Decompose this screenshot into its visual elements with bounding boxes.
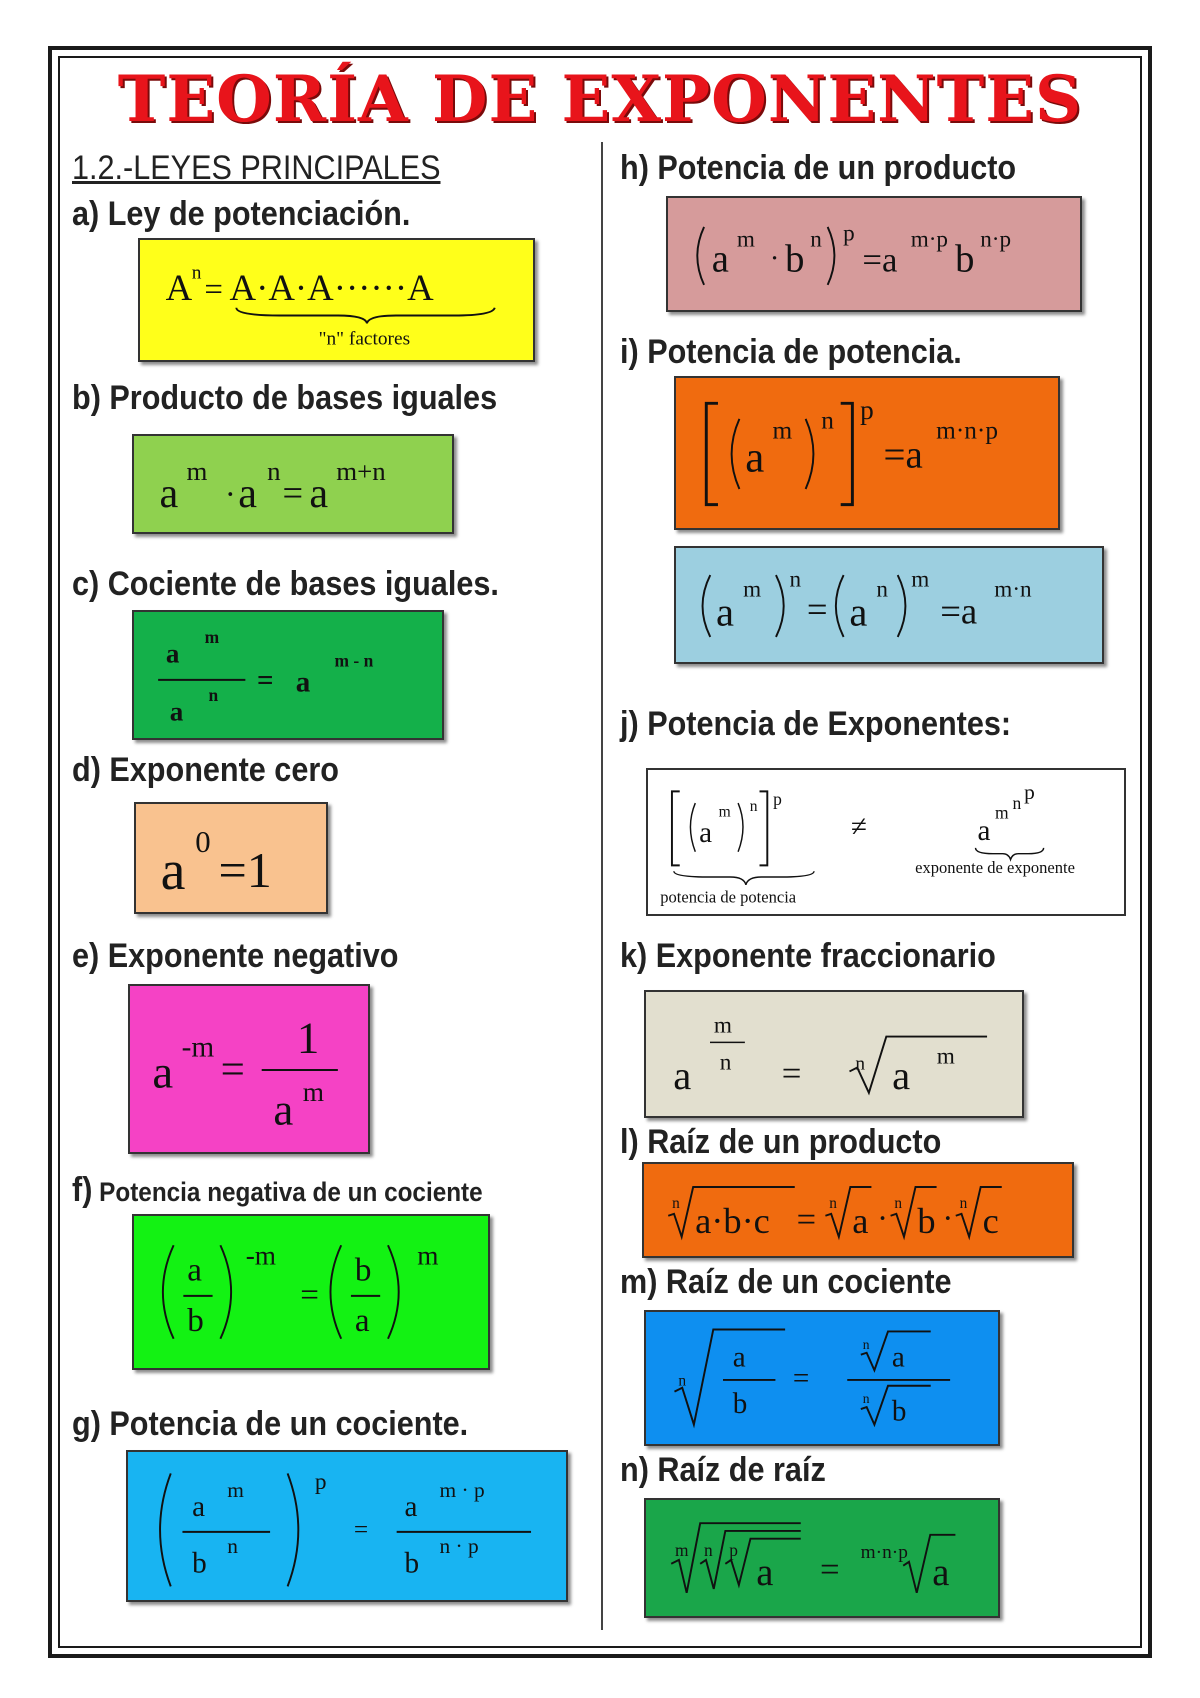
svg-text:n: n (959, 1195, 968, 1213)
svg-text:-m: -m (181, 1031, 215, 1064)
law-j-note-left: potencia de potencia (660, 887, 797, 907)
svg-text:a: a (160, 839, 186, 902)
svg-text:m: m (911, 566, 930, 593)
svg-text:≠: ≠ (850, 811, 867, 844)
svg-text:a: a (187, 1251, 202, 1289)
law-e-formula (130, 986, 368, 1152)
column-divider (601, 142, 603, 1630)
svg-text:m: m (204, 627, 220, 648)
svg-text:p: p (729, 1540, 738, 1561)
svg-text:m: m (994, 802, 1009, 823)
law-m-formula (646, 1312, 998, 1444)
svg-text:a: a (932, 1552, 950, 1595)
svg-text:m: m (743, 576, 762, 603)
law-j-formula (648, 770, 1124, 914)
law-f-prefix: f) (72, 1171, 93, 1209)
svg-text:n: n (749, 797, 758, 815)
svg-text:b: b (732, 1387, 748, 1420)
svg-text:n: n (862, 1336, 870, 1352)
svg-text:a: a (159, 470, 179, 518)
svg-text:b: b (404, 1547, 420, 1580)
svg-text:a: a (745, 434, 765, 482)
law-i-formula (676, 378, 1058, 528)
svg-text:a: a (309, 470, 329, 518)
section-heading: 1.2.-LEYES PRINCIPALES (72, 149, 441, 187)
svg-text:a: a (699, 817, 713, 849)
law-a-formula (140, 240, 533, 360)
svg-text:=: = (353, 1515, 369, 1544)
law-i-formula-box (674, 376, 1060, 530)
law-f-formula-box (132, 1214, 490, 1370)
svg-text:n: n (894, 1195, 903, 1213)
law-c-formula-box (132, 610, 444, 740)
svg-text:b: b (955, 238, 975, 281)
law-l-heading: l) Raíz de un producto (620, 1123, 942, 1161)
law-f-label: Potencia negativa de un cociente (99, 1177, 483, 1207)
law-a-heading: a) Ley de potenciación. (72, 195, 411, 233)
svg-text:m: m (227, 1477, 244, 1502)
svg-text:m·p: m·p (910, 226, 949, 253)
svg-text:a: a (756, 1552, 774, 1595)
law-j-note-right: exponente de exponente (915, 858, 1075, 878)
svg-text:·: · (224, 477, 236, 514)
law-g-formula (128, 1452, 566, 1600)
svg-text:b: b (192, 1547, 207, 1580)
svg-text:n: n (191, 262, 202, 284)
law-k-heading: k) Exponente fraccionario (620, 937, 996, 975)
law-m-heading: m) Raíz de un cociente (620, 1263, 952, 1301)
law-j-formula-box (646, 768, 1126, 916)
svg-text:n: n (821, 406, 834, 435)
svg-text:a: a (891, 1341, 905, 1374)
svg-text:a: a (711, 238, 729, 281)
svg-text:=: = (256, 664, 274, 697)
law-k-formula-box (644, 990, 1024, 1118)
svg-text:n: n (704, 1540, 713, 1561)
law-c-formula (134, 612, 442, 738)
svg-text:=: = (781, 1054, 802, 1093)
svg-text:a: a (732, 1341, 746, 1374)
svg-text:a: a (152, 1046, 174, 1099)
law-f-heading (72, 1170, 483, 1212)
svg-text:m·n: m·n (994, 576, 1032, 603)
svg-text:a: a (977, 815, 991, 848)
law-d-formula (136, 804, 326, 912)
page-title: TEORÍA DE EXPONENTES (117, 62, 1083, 137)
svg-text:a: a (295, 666, 311, 699)
svg-text:a: a (404, 1491, 418, 1524)
law-d-formula-box (134, 802, 328, 914)
svg-text:=1: =1 (218, 841, 272, 898)
svg-text:=: = (792, 1362, 810, 1395)
law-l-formula-box (642, 1162, 1074, 1258)
svg-text:·: · (942, 1201, 954, 1238)
svg-text:n: n (227, 1534, 238, 1559)
svg-text:·: · (769, 242, 780, 275)
svg-text:=: = (796, 1201, 817, 1240)
law-h-formula (668, 198, 1080, 310)
svg-text:b: b (785, 238, 805, 281)
law-m-formula-box (644, 1310, 1000, 1446)
law-h-heading: h) Potencia de un producto (620, 149, 1017, 187)
law-j-heading: j) Potencia de Exponentes: (620, 705, 1012, 743)
svg-text:·: · (877, 1201, 889, 1238)
svg-text:1: 1 (296, 1012, 320, 1063)
svg-text:n: n (829, 1195, 837, 1213)
svg-text:n: n (789, 566, 802, 593)
svg-text:a: a (169, 696, 184, 727)
svg-text:A: A (165, 267, 193, 308)
svg-text:p: p (1024, 780, 1035, 805)
svg-text:a: a (273, 1084, 294, 1135)
svg-text:a: a (165, 638, 180, 669)
law-i-heading: i) Potencia de potencia. (620, 333, 962, 371)
svg-text:a: a (849, 589, 868, 635)
law-n-heading: n) Raíz de raíz (620, 1451, 826, 1489)
svg-text:p: p (843, 220, 855, 247)
svg-text:m: m (675, 1540, 689, 1561)
svg-text:n: n (719, 1049, 732, 1076)
svg-text:m+n: m+n (336, 456, 386, 487)
svg-text:a·b·c: a·b·c (695, 1201, 770, 1241)
svg-text:=a: =a (862, 240, 898, 280)
svg-text:n·p: n·p (980, 226, 1012, 253)
svg-text:m - n: m - n (334, 650, 374, 671)
svg-text:a: a (673, 1052, 692, 1098)
svg-text:m: m (302, 1077, 324, 1108)
svg-text:n: n (208, 685, 219, 706)
svg-text:a: a (852, 1201, 869, 1241)
svg-text:a: a (354, 1301, 370, 1339)
svg-text:n: n (672, 1195, 680, 1213)
svg-text:b: b (187, 1301, 204, 1339)
law-f-formula (134, 1216, 488, 1368)
svg-text:=: = (820, 1550, 840, 1590)
svg-text:n: n (267, 456, 281, 487)
svg-text:=: = (220, 1046, 245, 1094)
law-b-formula (134, 436, 452, 532)
svg-text:m: m (736, 226, 755, 253)
svg-text:b: b (917, 1201, 936, 1241)
svg-text:p: p (860, 394, 874, 425)
svg-text:=: = (300, 1276, 319, 1314)
law-n-formula (646, 1500, 998, 1616)
svg-text:m · p: m · p (439, 1477, 485, 1502)
svg-text:=a: =a (883, 433, 923, 477)
law-i-formula-box-2 (674, 546, 1104, 664)
svg-text:a: a (238, 470, 258, 518)
svg-text:A·A·A······A: A·A·A······A (229, 267, 434, 308)
svg-text:a: a (892, 1052, 911, 1098)
svg-text:a: a (192, 1491, 206, 1524)
svg-text:=: = (282, 472, 304, 514)
law-n-formula-box (644, 1498, 1000, 1618)
law-g-heading: g) Potencia de un cociente. (72, 1405, 469, 1443)
svg-text:a: a (716, 589, 735, 635)
svg-text:n: n (810, 226, 822, 253)
svg-text:=: = (204, 272, 223, 308)
svg-text:n: n (862, 1391, 870, 1407)
law-g-formula-box (126, 1450, 568, 1602)
law-c-heading: c) Cociente de bases iguales. (72, 565, 499, 603)
svg-text:m: m (718, 803, 731, 821)
svg-text:b: b (354, 1251, 372, 1289)
svg-text:m·n·p: m·n·p (860, 1542, 908, 1563)
law-a-formula-box (138, 238, 535, 362)
law-b-heading: b) Producto de bases iguales (72, 379, 498, 417)
law-b-formula-box (132, 434, 454, 534)
svg-text:n · p: n · p (439, 1534, 479, 1559)
law-h-formula-box (666, 196, 1082, 312)
svg-text:n: n (678, 1372, 687, 1390)
law-e-heading: e) Exponente negativo (72, 937, 399, 975)
law-e-formula-box (128, 984, 370, 1154)
law-i-formula-2 (676, 548, 1102, 662)
svg-text:=: = (806, 588, 828, 630)
svg-text:n: n (876, 576, 889, 603)
svg-text:m: m (936, 1043, 955, 1070)
law-l-formula (644, 1164, 1072, 1256)
svg-text:n: n (855, 1053, 865, 1075)
svg-text:b: b (891, 1395, 907, 1428)
svg-text:=a: =a (940, 590, 978, 632)
svg-text:n: n (1012, 792, 1022, 813)
svg-text:p: p (773, 789, 782, 810)
svg-text:-m: -m (245, 1240, 277, 1271)
svg-text:m: m (772, 416, 793, 445)
svg-text:m·n·p: m·n·p (936, 416, 999, 445)
svg-text:0: 0 (195, 825, 211, 860)
law-d-heading: d) Exponente cero (72, 751, 339, 789)
svg-text:m: m (713, 1012, 732, 1039)
law-a-note: "n" factores (318, 328, 411, 350)
svg-text:m: m (186, 456, 208, 487)
svg-text:m: m (417, 1240, 439, 1271)
law-k-formula (646, 992, 1022, 1116)
svg-text:c: c (982, 1201, 999, 1241)
svg-text:p: p (314, 1469, 327, 1495)
